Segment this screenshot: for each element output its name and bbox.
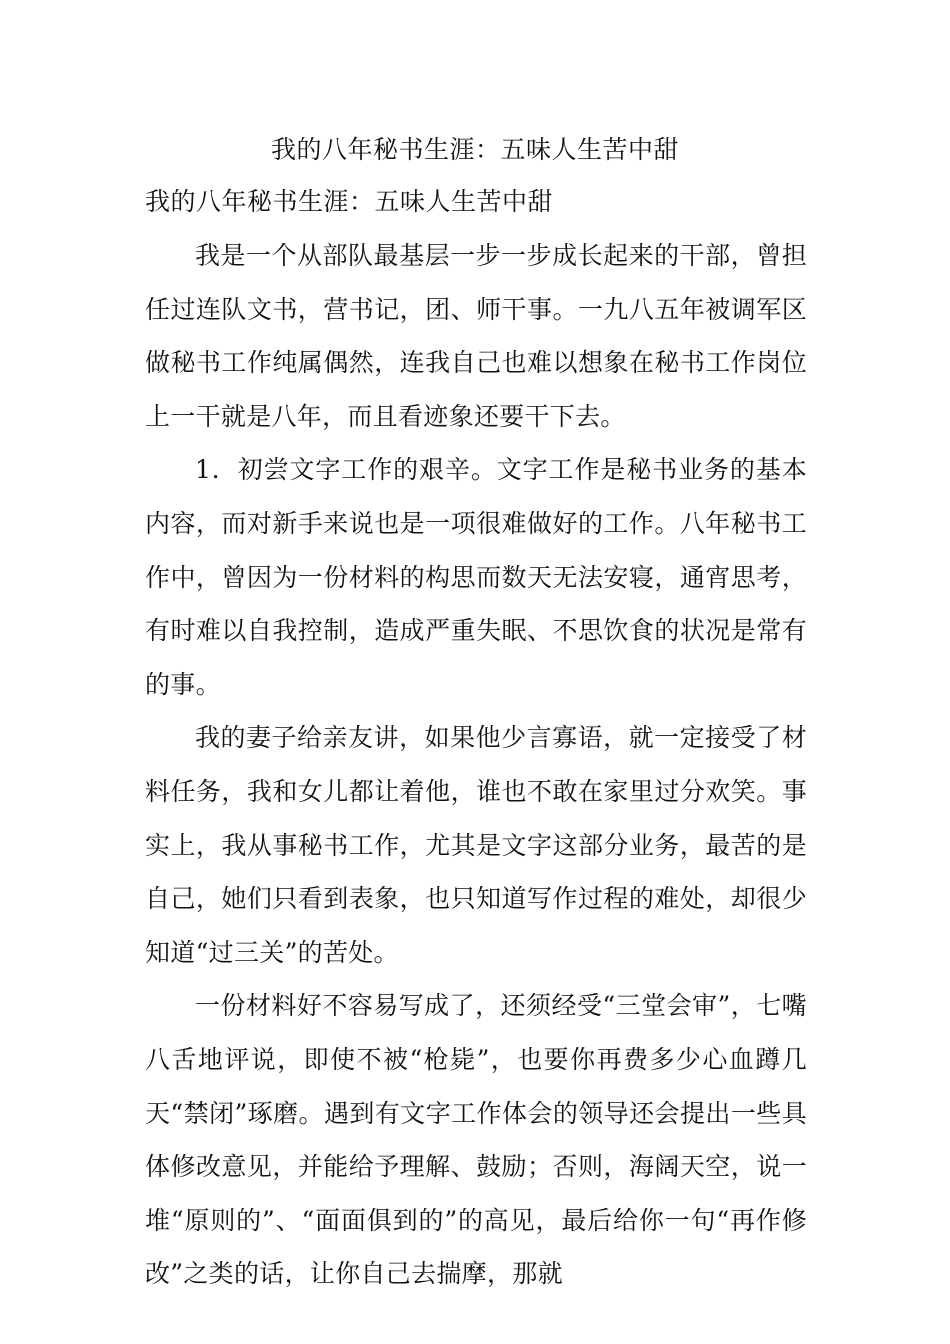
document-title: 我的八年秘书生涯：五味人生苦中甜 — [270, 135, 679, 164]
paragraph-section-1: 1．初尝文字工作的艰辛。文字工作是秘书业务的基本内容，而对新手来说也是一项很难做好的工作。八年秘书工作中，曾因为一份材料的构思而数天无法安寝，通宵思考，有时难以自我控制，造成严重失眠、不思饮食的状况是常有的事。 — [145, 455, 807, 699]
document-body — [145, 229, 807, 1301]
paragraph-review-process: 一份材料好不容易写成了，还须经受“三堂会审”，七嘴八舌地评说，即使不被“枪毙”，也要你再费多少心血蹲几天“禁闭”琢磨。遇到有文字工作体会的领导还会提出一些具体修改意见，并能给予理解、鼓励；否则，海阔天空，说一堆“原则的”、“面面俱到的”的高见，最后给你一句“再作修改”之类的话，让你自己去揣摩，那就 — [145, 991, 807, 1289]
paragraph-wife-remarks: 我的妻子给亲友讲，如果他少言寡语，就一定接受了材料任务，我和女儿都让着他，谁也不敢在家里过分欢笑。事实上，我从事秘书工作，尤其是文字这部分业务，最苦的是自己，她们只看到表象，也只知道写作过程的难处，却很少知道“过三关”的苦处。 — [145, 723, 807, 967]
paragraph-intro: 我是一个从部队最基层一步一步成长起来的干部，曾担任过连队文书，营书记，团、师干事。一九八五年被调军区做秘书工作纯属偶然，连我自己也难以想象在秘书工作岗位上一干就是八年，而且看迹象还要干下去。 — [145, 241, 807, 431]
document-subtitle: 我的八年秘书生涯：五味人生苦中甜 — [145, 187, 554, 216]
